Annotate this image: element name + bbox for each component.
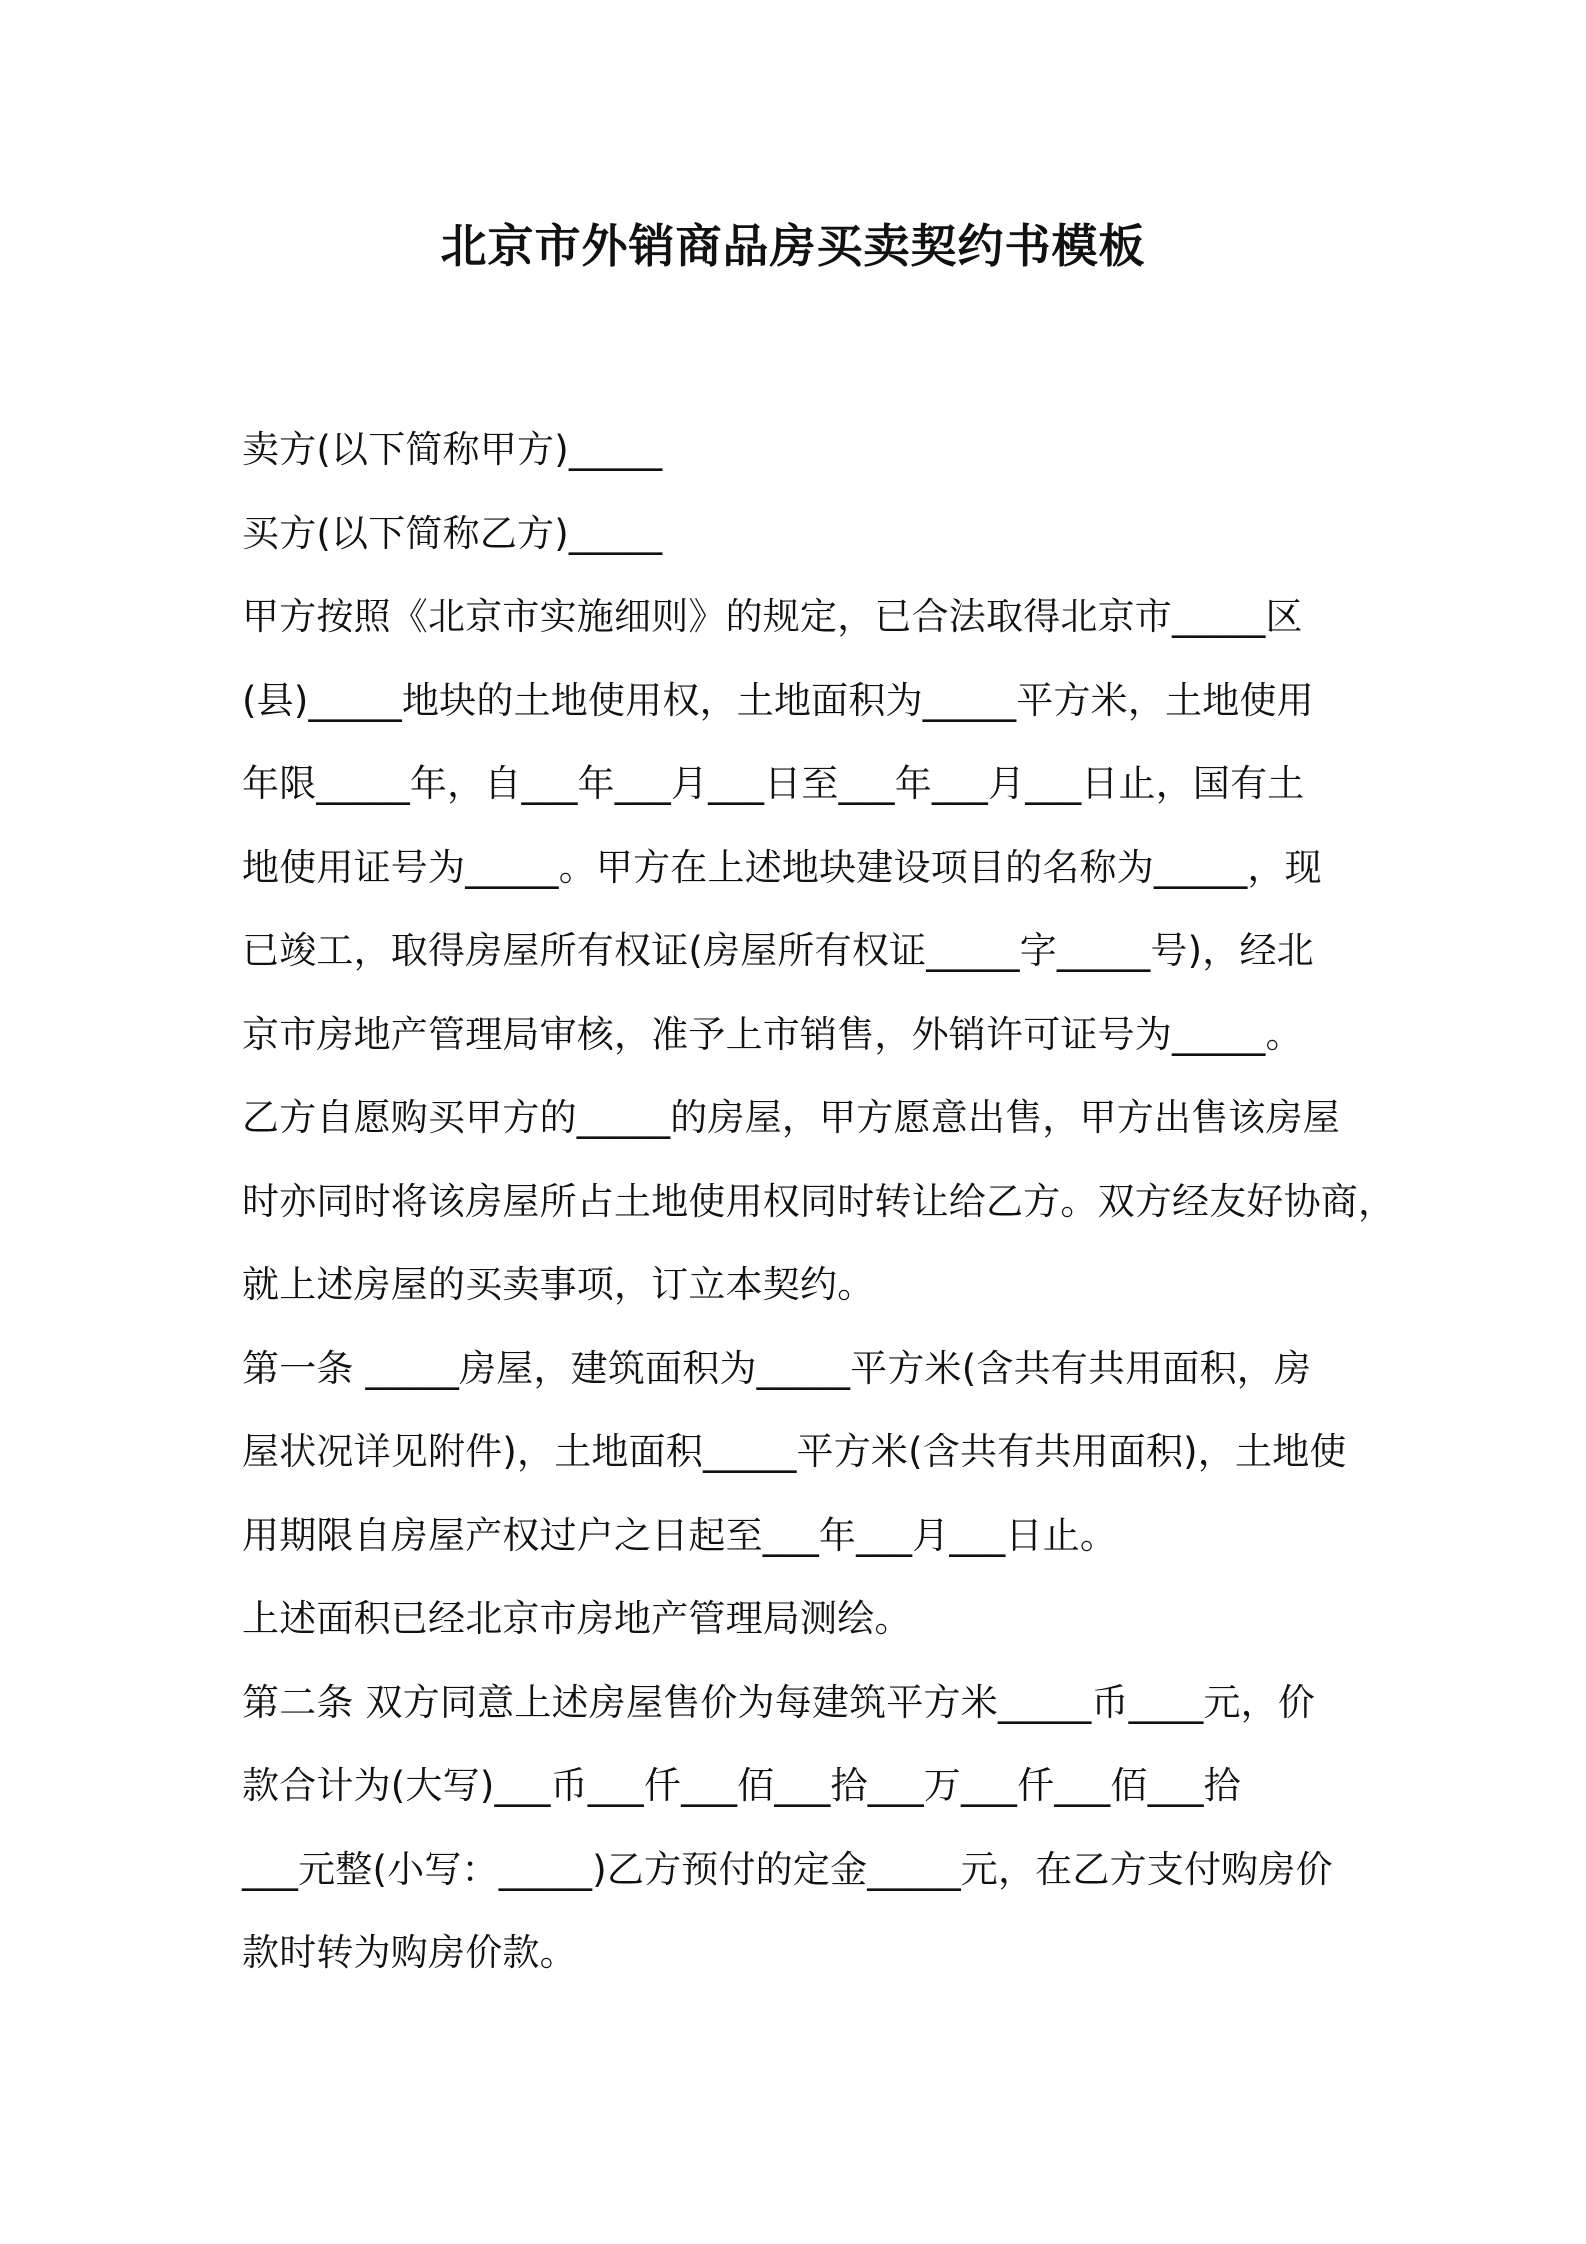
paragraph-line: 京市房地产管理局审核，准予上市销售，外销许可证号为_____。 bbox=[242, 1012, 1303, 1056]
article-two-line: 款时转为购房价款。 bbox=[242, 1931, 577, 1974]
article-two-line: 第二条 双方同意上述房屋售价为每建筑平方米_____币____元，价 bbox=[242, 1680, 1316, 1724]
paragraph-line: 就上述房屋的买卖事项，订立本契约。 bbox=[242, 1263, 875, 1306]
paragraph-line: 已竣工，取得房屋所有权证(房屋所有权证_____字_____号)，经北 bbox=[242, 929, 1314, 972]
paragraph-line: 乙方自愿购买甲方的_____的房屋，甲方愿意出售，甲方出售该房屋 bbox=[242, 1096, 1340, 1139]
buyer-line: 买方(以下简称乙方)_____ bbox=[242, 511, 663, 555]
paragraph-line: 时亦同时将该房屋所占土地使用权同时转让给乙方。双方经友好协商， bbox=[242, 1179, 1396, 1223]
article-one-line: 第一条 _____房屋，建筑面积为_____平方米(含共有共用面积，房 bbox=[242, 1346, 1312, 1390]
seller-line: 卖方(以下简称甲方)_____ bbox=[242, 428, 663, 471]
paragraph-line: 年限_____年，自___年___月___日至___年___月___日止，国有土 bbox=[242, 762, 1305, 805]
document-body bbox=[242, 408, 1396, 1995]
paragraph-line: 地使用证号为_____。甲方在上述地块建设项目的名称为_____，现 bbox=[242, 845, 1322, 889]
paragraph-line: 甲方按照《北京市实施细则》的规定，已合法取得北京市_____区 bbox=[242, 595, 1303, 638]
article-one-line: 用期限自房屋产权过户之日起至___年___月___日止。 bbox=[242, 1513, 1118, 1557]
article-two-line: ___元整(小写：_____)乙方预付的定金_____元，在乙方支付购房价 bbox=[242, 1847, 1333, 1891]
article-two-line: 款合计为(大写)___币___仟___佰___拾___万___仟___佰___拾 bbox=[242, 1764, 1241, 1807]
article-one-line: 屋状况详见附件)，土地面积_____平方米(含共有共用面积)，土地使 bbox=[242, 1430, 1347, 1473]
document-title: 北京市外销商品房买卖契约书模板 bbox=[440, 219, 1146, 273]
paragraph-line: (县)_____地块的土地使用权，土地面积为_____平方米，土地使用 bbox=[242, 678, 1314, 722]
survey-note-line: 上述面积已经北京市房地产管理局测绘。 bbox=[242, 1597, 912, 1640]
